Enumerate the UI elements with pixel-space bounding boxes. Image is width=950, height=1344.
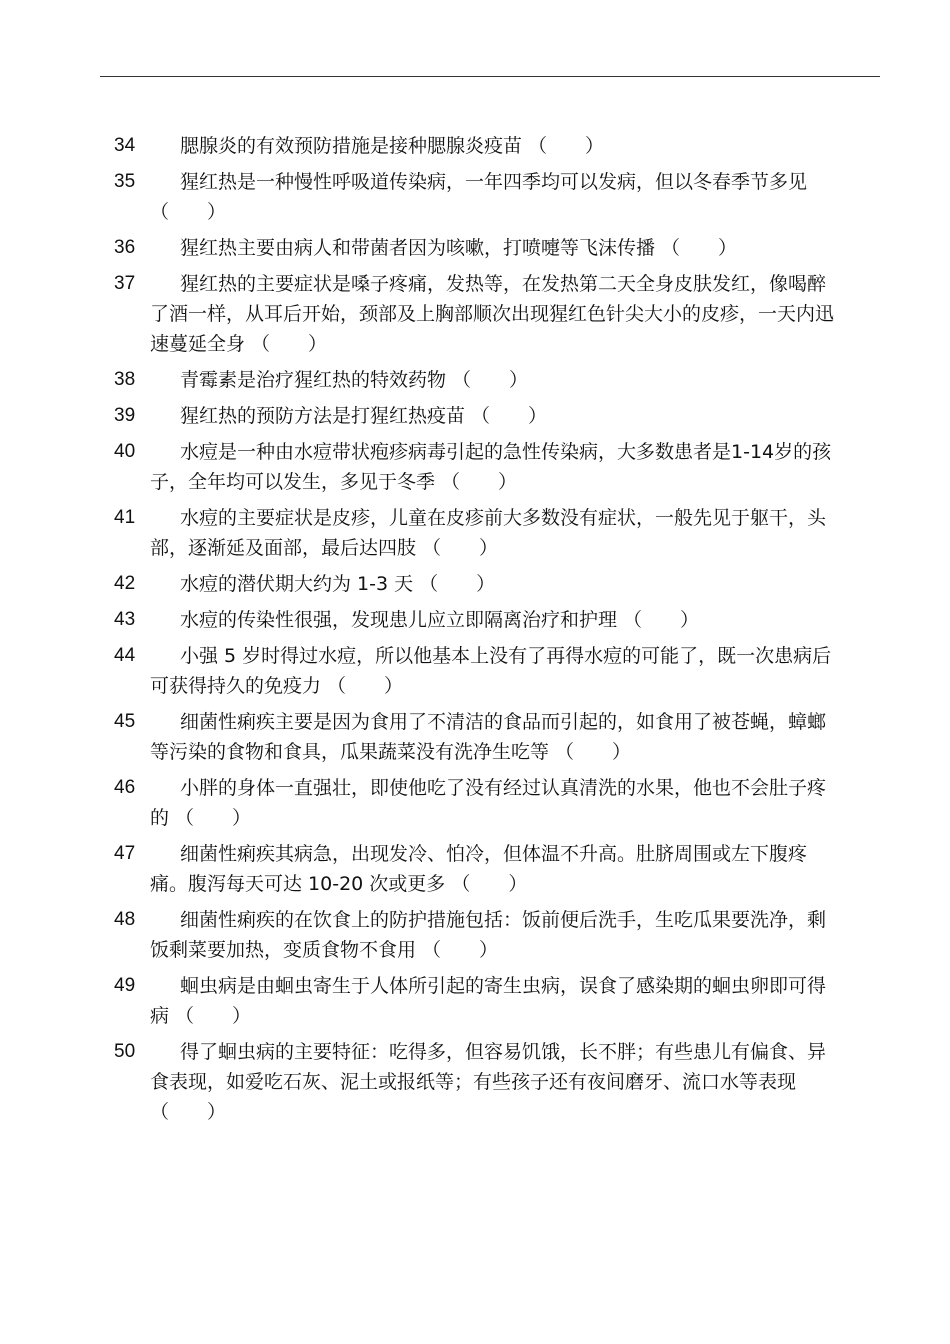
question-number: 44: [114, 645, 136, 666]
question-number: 42: [114, 573, 136, 594]
question-item: [114, 437, 844, 497]
question-item: [114, 401, 844, 431]
question-text: 得了蛔虫病的主要特征：吃得多，但容易饥饿，长不胖；有些患儿有偏食、异食表现，如爱吃石灰、泥土或报纸等；有些孩子还有夜间磨牙、流口水等表现 （ ）: [150, 1041, 827, 1123]
question-item: [114, 641, 844, 701]
header-rule: [100, 76, 880, 77]
question-number: 50: [114, 1041, 136, 1062]
question-text: 水痘的传染性很强，发现患儿应立即隔离治疗和护理 （ ）: [180, 609, 700, 631]
question-number: 43: [114, 609, 136, 630]
question-list: [114, 131, 844, 1133]
question-number: 34: [114, 135, 136, 156]
question-text: 猩红热主要由病人和带菌者因为咳嗽，打喷嚏等飞沫传播 （ ）: [180, 237, 738, 259]
question-item: [114, 167, 844, 227]
question-number: 48: [114, 909, 136, 930]
question-number: 46: [114, 777, 136, 798]
question-item: [114, 773, 844, 833]
question-number: 49: [114, 975, 136, 996]
question-item: [114, 839, 844, 899]
question-item: [114, 605, 844, 635]
question-number: 41: [114, 507, 136, 528]
question-text: 水痘是一种由水痘带状疱疹病毒引起的急性传染病，大多数患者是1-14岁的孩子，全年均可以发生，多见于冬季 （ ）: [150, 441, 832, 493]
question-text: 水痘的潜伏期大约为 1-3 天 （ ）: [180, 573, 496, 595]
question-number: 40: [114, 441, 136, 462]
question-number: 39: [114, 405, 136, 426]
question-number: 45: [114, 711, 136, 732]
question-item: [114, 365, 844, 395]
question-text: 细菌性痢疾其病急，出现发冷、怕冷，但体温不升高。肚脐周围或左下腹疼痛。腹泻每天可达 10-20 次或更多 （ ）: [150, 843, 808, 895]
question-item: [114, 905, 844, 965]
question-number: 36: [114, 237, 136, 258]
question-number: 37: [114, 273, 136, 294]
question-number: 35: [114, 171, 136, 192]
question-text: 小胖的身体一直强壮，即使他吃了没有经过认真清洗的水果，他也不会肚子疼的 （ ）: [150, 777, 827, 829]
question-text: 腮腺炎的有效预防措施是接种腮腺炎疫苗 （ ）: [180, 135, 605, 157]
question-item: [114, 1037, 844, 1127]
question-text: 细菌性痢疾主要是因为食用了不清洁的食品而引起的，如食用了被苍蝇，蟑螂等污染的食物和食具，瓜果蔬菜没有洗净生吃等 （ ）: [150, 711, 827, 763]
question-text: 水痘的主要症状是皮疹，儿童在皮疹前大多数没有症状，一般先见于躯干，头部，逐渐延及面部，最后达四肢 （ ）: [150, 507, 827, 559]
question-item: [114, 569, 844, 599]
question-number: 47: [114, 843, 136, 864]
question-text: 猩红热的预防方法是打猩红热疫苗 （ ）: [180, 405, 548, 427]
question-item: [114, 707, 844, 767]
question-text: 猩红热是一种慢性呼吸道传染病，一年四季均可以发病，但以冬春季节多见 （ ）: [150, 171, 808, 223]
question-item: [114, 233, 844, 263]
question-text: 青霉素是治疗猩红热的特效药物 （ ）: [180, 369, 529, 391]
question-item: [114, 971, 844, 1031]
question-item: [114, 503, 844, 563]
question-text: 小强 5 岁时得过水痘，所以他基本上没有了再得水痘的可能了，既一次患病后可获得持久的免疫力 （ ）: [150, 645, 832, 697]
question-item: [114, 269, 844, 359]
question-item: [114, 131, 844, 161]
question-number: 38: [114, 369, 136, 390]
question-text: 蛔虫病是由蛔虫寄生于人体所引起的寄生虫病，误食了感染期的蛔虫卵即可得病 （ ）: [150, 975, 827, 1027]
question-text: 细菌性痢疾的在饮食上的防护措施包括：饭前便后洗手，生吃瓜果要洗净，剩饭剩菜要加热，变质食物不食用 （ ）: [150, 909, 827, 961]
question-text: 猩红热的主要症状是嗓子疼痛，发热等，在发热第二天全身皮肤发红，像喝醉了酒一样，从耳后开始，颈部及上胸部顺次出现猩红色针尖大小的皮疹，一天内迅速蔓延全身 （ ）: [150, 273, 835, 355]
